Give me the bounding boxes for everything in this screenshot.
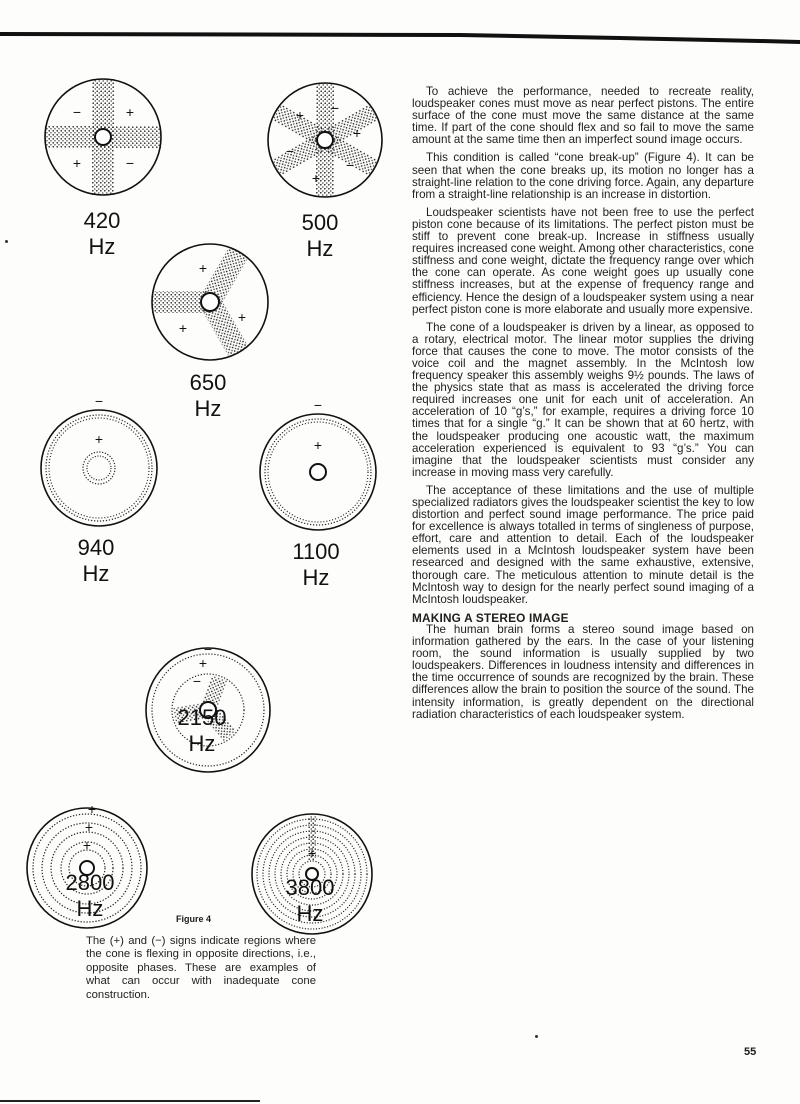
phase-sign: − [192, 673, 202, 689]
phase-sign: − [94, 393, 104, 409]
disc-940 [41, 410, 157, 526]
nodal-ring [87, 456, 111, 480]
phase-sign: + [198, 655, 208, 671]
phase-sign: + [295, 107, 305, 123]
section-heading: MAKING A STEREO IMAGE [412, 610, 569, 625]
phase-sign: − [72, 104, 82, 120]
freq-label-3800: 3800 Hz [285, 875, 335, 926]
phase-sign: + [72, 155, 82, 171]
phase-sign: − [125, 155, 135, 171]
phase-sign: + [125, 104, 135, 120]
freq-label-940: 940 Hz [77, 535, 115, 586]
phase-sign: − [313, 397, 323, 413]
phase-sign: − [345, 157, 355, 173]
phase-sign: − [330, 100, 340, 116]
voice-coil-hub [317, 132, 333, 148]
phase-sign: + [84, 819, 94, 835]
voice-coil-hub [95, 129, 111, 145]
page-top-rule [0, 28, 800, 46]
phase-sign: − [285, 143, 295, 159]
paragraph-1: To achieve the performance, needed to recreate reality, loudspeaker cones must move as near perfect pistons. The entire surface of the cone must move the same distance at the same time. If part of the cone should flex and so fail to move the same amount at the same time then an imperfect sound image occurs. [412, 85, 754, 147]
phase-sign: + [87, 801, 97, 817]
figure-caption: The (+) and (−) signs indicate regions where the cone is flexing in opposite directions, i.e., opposite phases. These are examples of what can occur with inadequate cone construction. [86, 935, 316, 1001]
phase-sign: + [313, 437, 323, 453]
phase-sign: − [203, 641, 213, 657]
voice-coil-hub [201, 293, 219, 311]
phase-sign: + [82, 837, 92, 853]
figure-label: Figure 4 [176, 914, 212, 924]
paragraph-3: Loudspeaker scientists have not been free to use the perfect piston cone because of its limitations. The perfect piston must be stiff to prevent cone break-up. Increase in stiffness usually requires increased cone weight. Among other characteristics, cone stiffness and cone weight, dictate the frequency range over which the cone can operate. As cone weight goes up usually cone stiffness increases, but at the expense of frequency range and efficiency. Hence the design of a loudspeaker system using a near perfect piston cone is more elaborate and usually more expensive. [412, 205, 754, 316]
phase-sign: + [311, 170, 321, 186]
scan-speck [5, 240, 8, 243]
paragraph-2: This condition is called “cone break-up” (Figure 4). It can be seen that when the cone breaks up, its motion no longer has a straight-line relation to the cone driving force. Again, any departure from a straight-line relationship is an increase in distortion. [412, 151, 754, 201]
paragraph-5: The acceptance of these limitations and the use of multiple specialized radiators gives the loudspeaker scientist the key to low distortion and perfect sound image performance. The price paid for excellence is always totalled in terms of singleness of purpose, effort, care and attention to detail. Each of the loudspeaker elements used in a McIntosh loudspeaker system have been researced and designed with the same exhaustive, extensive, thorough care. The meticulous attention to minute detail is the McIntosh way to design for the nearly perfect sound imaging of a McIntosh loudspeaker. [412, 483, 754, 606]
phase-sign: + [352, 125, 362, 141]
phase-sign: + [198, 260, 208, 276]
section-paragraph: The human brain forms a stereo sound image based on information gathered by the ears. In the case of your listening room, the sound information is usually supplied by two loudspeakers. Differences in loudness intensity and differences in the time occurrence of sounds are recognized by the brain. These differences allow the brain to position the source of the sound. The intensity information, is greatly dependent on the directional radiation characteristics of each loudspeaker system. [412, 622, 754, 721]
freq-label-420: 420 Hz [83, 208, 121, 259]
cone-breakup-figure [0, 70, 410, 1030]
article-column [412, 86, 754, 727]
page-bottom-rule [0, 1100, 260, 1102]
phase-sign: + [237, 309, 247, 325]
phase-sign: + [178, 320, 188, 336]
phase-sign: + [94, 431, 104, 447]
freq-label-2150: 2150 Hz [177, 705, 227, 756]
freq-label-2800: 2800 Hz [65, 870, 115, 921]
phase-sign: + [307, 845, 317, 861]
freq-label-500: 500 Hz [301, 210, 339, 261]
scan-speck [535, 1035, 538, 1038]
paragraph-4: The cone of a loudspeaker is driven by a linear, as opposed to a rotary, electrical motor. The linear motor supplies the driving force that causes the cone to move. The motor consists of the voice coil and the magnet assembly. In the McIntosh low frequency speaker this assembly weighs 9½ pounds. The laws of the physics state that as mass is accelerated the driving force required increases one unit for each unit of acceleration. An acceleration of 10 “g’s,” for example, requires a driving force 10 times that for a single “g.” It can be shown that at 60 hertz, with the loudspeaker producing one acoustic watt, the maximum acceleration experienced is equivalent to 93 “g’s.” You can imagine that the loudspeaker scientists must consider any increase in moving mass very carefully. [412, 320, 754, 479]
freq-label-1100: 1100 Hz [292, 539, 340, 590]
page-number: 55 [744, 1046, 757, 1058]
freq-label-650: 650 Hz [189, 370, 227, 421]
voice-coil-hub [310, 464, 326, 480]
nodal-ring [83, 452, 115, 484]
